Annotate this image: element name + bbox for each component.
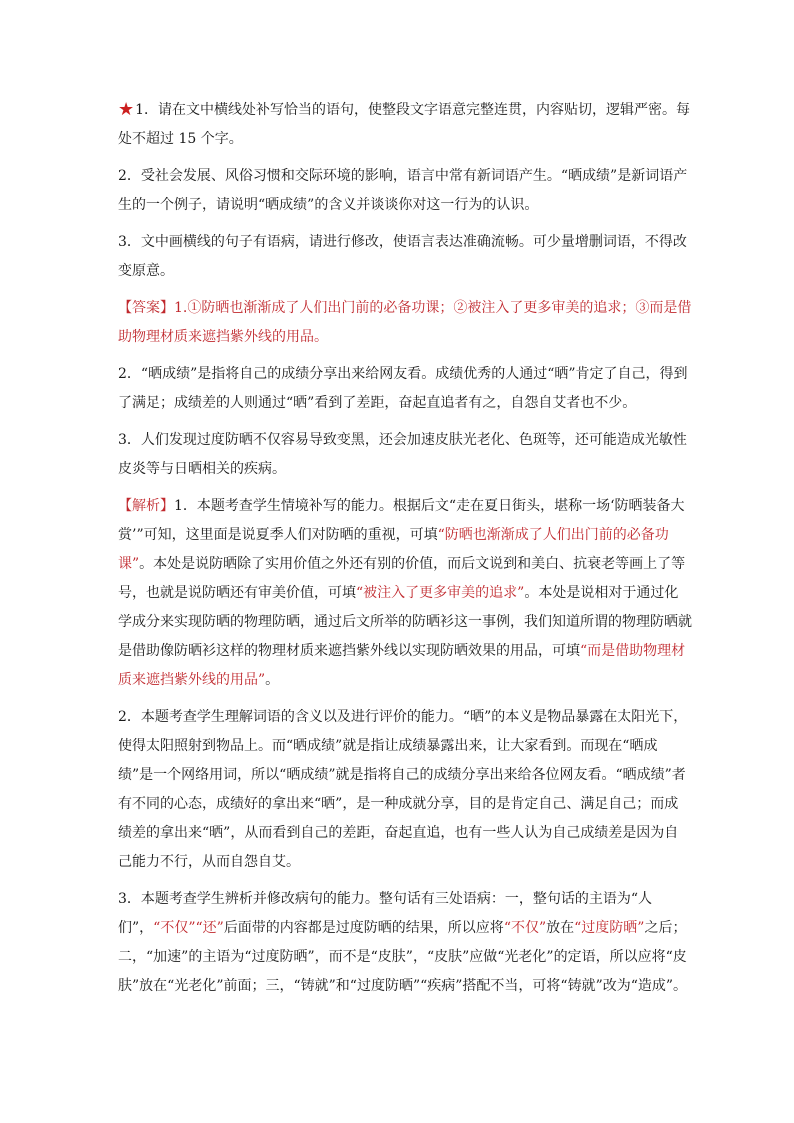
analysis-2: 2．本题考查学生理解词语的含义以及进行评价的能力。“晒”的本义是物品暴露在太阳光下，使得太阳照射到物品上。而“晒成绩”就是指让成绩暴露出来，让大家看到。而现在“晒成绩”是一个网络用词，所以“晒成绩”就是指将自己的成绩分享出来给各位网友看。“晒成绩”者有不同的心态，成绩好的拿出来“晒”，是一种成就分享，目的是肯定自己、满足自己；而成绩差的拿出来“晒”，从而看到自己的差距，奋起直追，也有一些人认为自己成绩差是因为自己能力不行，从而自怨自艾。 [118,709,688,870]
answer-1-text: 1.①防晒也渐渐成了人们出门前的必备功课；②被注入了更多审美的追求；③而是借助物理材质来遮挡紫外线的用品。 [118,300,692,345]
analysis-3 [118,885,692,1001]
analysis-1-text: 1．本题考查学生情境补写的能力。根据后文“走在夏日街头，堪称一场‘防晒装备大赏’”可知，这里面是说夏季人们对防晒的重视，可填 [118,498,685,543]
analysis-3-quote-2: “不仅” [503,920,547,936]
question-1 [118,96,692,154]
answer-3: 3．人们发现过度防晒不仅容易导致变黑，还会加速皮肤光老化、色斑等，还可能造成光敏性皮炎等与日晒相关的疾病。 [118,432,687,477]
analysis-1-text-2: 。本处是说防晒除了实用价值之外还有别的价值，而后文说到和美白、抗衰老等画上了等号，也就是说防晒还有审美价值，可填 [118,556,686,601]
analysis-1 [118,492,692,695]
analysis-3-quote-3: “过度防晒” [574,920,645,936]
analysis-1-fill-3: “而是借助物理材质来遮挡紫外线的用品” [118,643,686,688]
analysis-3-text-4: 之后；二，“加速”的主语为“过度防晒”，而不是“皮肤”，“皮肤”应做“光老化”的定语，所以应将“皮肤”放在“光老化”前面；三，“铸就”和“过度防晒”“疾病”搭配不当，可将“铸就”改为“造成”。 [118,920,688,994]
answer-label: 【答案】 [118,300,174,316]
analysis-3-text-3: 放在 [546,920,575,936]
question-3: 3．文中画横线的句子有语病，请进行修改，使语言表达准确流畅。可少量增删词语，不得改变原意。 [118,234,687,279]
analysis-1-text-4: 。 [265,672,280,688]
question-1-text: 1．请在文中横线处补写恰当的语句，使整段文字语意完整连贯，内容贴切，逻辑严密。每处不超过 15 个字。 [118,102,691,147]
answer-2: 2．“晒成绩”是指将自己的成绩分享出来给网友看。成绩优秀的人通过“晒”肯定了自己，得到了满足；成绩差的人则通过“晒”看到了差距，奋起直追者有之，自怨自艾者也不少。 [118,366,688,411]
analysis-3-text: 3．本题考查学生辨析并修改病句的能力。整句话有三处语病：一，整句话的主语为“人们”， [118,891,653,936]
answer-1 [118,294,692,352]
question-2: 2．受社会发展、风俗习惯和交际环境的影响，语言中常有新词语产生。“晒成绩”是新词语产生的一个例子，请说明“晒成绩”的含义并谈谈你对这一行为的认识。 [118,168,688,213]
analysis-1-fill-2: “被注入了更多审美的追求” [356,585,525,601]
document-page [118,96,692,1009]
analysis-3-quote-1: “不仅”“还” [153,920,224,936]
analysis-1-fill-1: “防晒也渐渐成了人们出门前的必备功课” [118,527,669,572]
analysis-3-text-2: 后面带的内容都是过度防晒的结果，所以应将 [223,920,504,936]
analysis-label: 【解析】 [118,498,174,514]
analysis-1-text-3: 。本处是说相对于通过化学成分来实现防晒的物理防晒，通过后文所举的防晒衫这一事例，我们知道所谓的物理防晒就是借助像防晒衫这样的物理材质来遮挡紫外线以实现防晒效果的用品，可填 [118,585,692,659]
star-icon: ★ [118,99,135,120]
